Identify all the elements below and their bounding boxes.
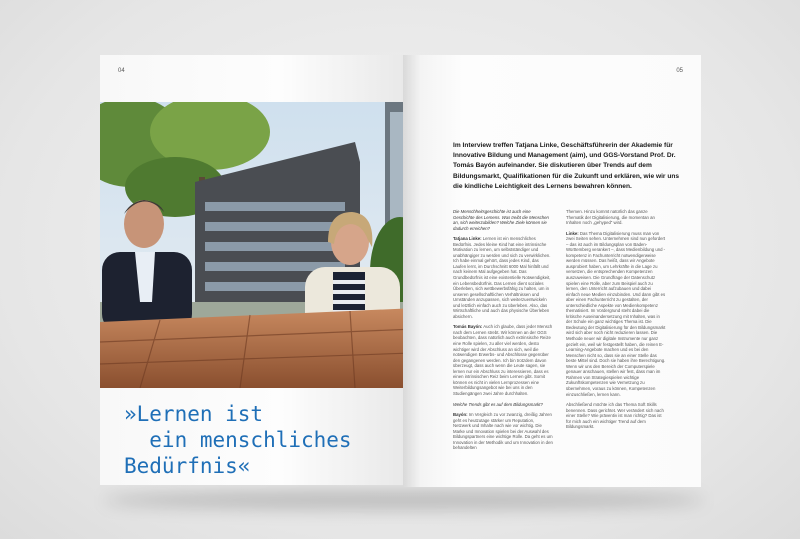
answer-3: [453, 412, 553, 451]
page-number-right: 05: [676, 68, 683, 74]
right-page: [403, 55, 701, 487]
text-column-2: [566, 209, 666, 435]
speaker-name: Linke:: [566, 230, 579, 236]
speaker-name: Bayón:: [453, 412, 468, 418]
answer-1: [453, 236, 553, 319]
speaker-name: Tomás Bayón:: [453, 324, 483, 330]
answer-text: Auch ich glaube, dass jeder Mensch nach dem Lernen strebt. Wir können an der GGS beobachten, dass natürlich auch extrinsische Reize eine Rolle spielen, zu aller viel werden, desto wichtiger wird der Abschluss an sich, weil die notwendigen Erwerbs- und Abschlüsse gegenüber den gegangenen werden. Ich bin trotzdem davon überzeugt, dass auch wenn die Leute sagen, sie lernen nur ein Abschluss zu interessieren, dass es einen intrinsischen Reiz beim Lernen gibt. Somit können es nicht in vielen Lernprozessen eine Weiterbildungsangebot wie bei uns in den Studiengängen zwei Jahre durchhalten.: [453, 324, 553, 396]
left-page: [100, 55, 403, 485]
closing-paragraph: Abschließend möchte ich das Thema Soft Skills benennen. Dass gerichtet. Wer verändert sich nach einer Stelle? Wie präventiv ist man richtig? Das ist für mich auch ein wichtiger Trend auf dem Bildungsmarkt.: [566, 402, 664, 430]
interview-photo: [100, 102, 403, 388]
magazine-shadow: [104, 490, 704, 510]
answer-2: [453, 324, 553, 396]
answer-text: Lernen ist ein menschliches Bedürfnis. Jedes kleine Kind hat eine intrinsische Motivation zu lernen, um selbstständiger und unabhängiger zu werden und sich zu verwirklichen. Ich habe einmal gehört, dass jedes Kind, das Laufen lernt, im Durchschnitt 6000 Mal hinfällt und nach keinem Mal aufgegeben hat. Das Grundbedürfnis ist eine existentielle Notwendigkeit, ein Lebensbedürfnis. Das Lernen dient soziales Überleben, sich wettbewerbsfähig zu halten, um in unseren gesellschaftlichen Verhältnissen und Umständen anzupassen, sich weiterzuentwickeln und letztlich einfach auch zu überleben. Also, das Wirtschaftliche und auch das physische Überleben absichern.: [453, 236, 551, 319]
text-column-1: [453, 209, 553, 456]
answer-text: Das Thema Digitalisierung muss man von zwei Seiten sehen. Unternehmen sind nun gefordert – das ist auch im Bildungsplan von Baden-Württemberg verankert –, dass Medienbildung und -kompetenz in Fachunterricht notwendigerweise werden müssen. Das heißt, dass wir Angebote ausprobiert haben, um Lehrkräfte in die Lage zu versetzen, die entsprechenden Kompetenzen auszuweisen. Die Grundfrage der Datenschutz spielen eine Rolle, aber zum Beispiel auch zu lernen, den Unterricht aufzubauen und dabei einfach neue Medien einzubinden. Und dann gibt es aber einen Fachunterricht zu gestalten, der unterschiedliche Aspekte von Medienkompetenz thematisiert. Im Vordergrund steht dabei die kritische Auseinandersetzung mit Inhalten, was in der Schule ein ganz wichtiges Thema ist. Die Bedeutung der Digitalisierung für den Bildungsmarkt wird sich aber noch nicht reduzieren lassen. Die Methode neuer wir digitale Instrumente nur ganz gezielt ein, weil wir festgestellt haben, die reinen E-Learning-Angebote machen und es bei den Menschen nicht so, dass sie an einer Stelle das beste Mittel sind. Doch sie haben ihre Berechtigung. Wenn wir uns den Bereich der Computerspiele genauer anschauen, stellen wir fest, dass man im Rahmen von Strategiespielen wichtige Zukunftskompetenzen wie Vernetzung zu übernehmen, voraus zu können, Kompetenzen einzuschließen, lernen kann.: [566, 230, 666, 397]
question-1: Die Menschheitsgeschichte ist auch eine Geschichte des Lernens. Was treibt die Menschen an, sich weiterzubilden? Welche Ziele können sie dadurch erreichen?: [453, 209, 549, 231]
answer-text: Im Vergleich zu vor zwanzig, dreißig Jahren geht es heutzutage stärker um Reputation, Netzwerk und Inhalte nach wie vor wichtig. Die Marke und Innovation spielen bei der Auswahl des Bildungspartners eine wichtige Rolle. Da geht es um Innovation in der Methodik und um Innovation in den behandelten: [453, 412, 553, 451]
continued-text: Themen. Hinzu kommt natürlich das ganze Thematik der Digitalisierung, die momentan an Inhalten noch „gehyped“ wird.: [566, 209, 655, 226]
headline-quote: »Lernen ist ein menschliches Bedürfnis«: [124, 402, 352, 478]
page-number-left: 04: [118, 68, 125, 74]
speaker-name: Tatjana Linke:: [453, 236, 482, 242]
question-2: Welche Trends gibt es auf dem Bildungsmarkt?: [453, 401, 543, 407]
answer-4: [566, 231, 666, 397]
intro-paragraph: Im Interview treffen Tatjana Linke, Geschäftsführerin der Akademie für Innovative Bildung und Management (aim), und GGS-Vorstand Prof. Dr. Tomás Bayón aufeinander. Sie diskutieren über Trends auf dem Bildungsmarkt, Qualifikationen für die Zukunft und erklären, wie wir uns die kindliche Leichtigkeit des Lernens bewahren können.: [453, 142, 680, 190]
